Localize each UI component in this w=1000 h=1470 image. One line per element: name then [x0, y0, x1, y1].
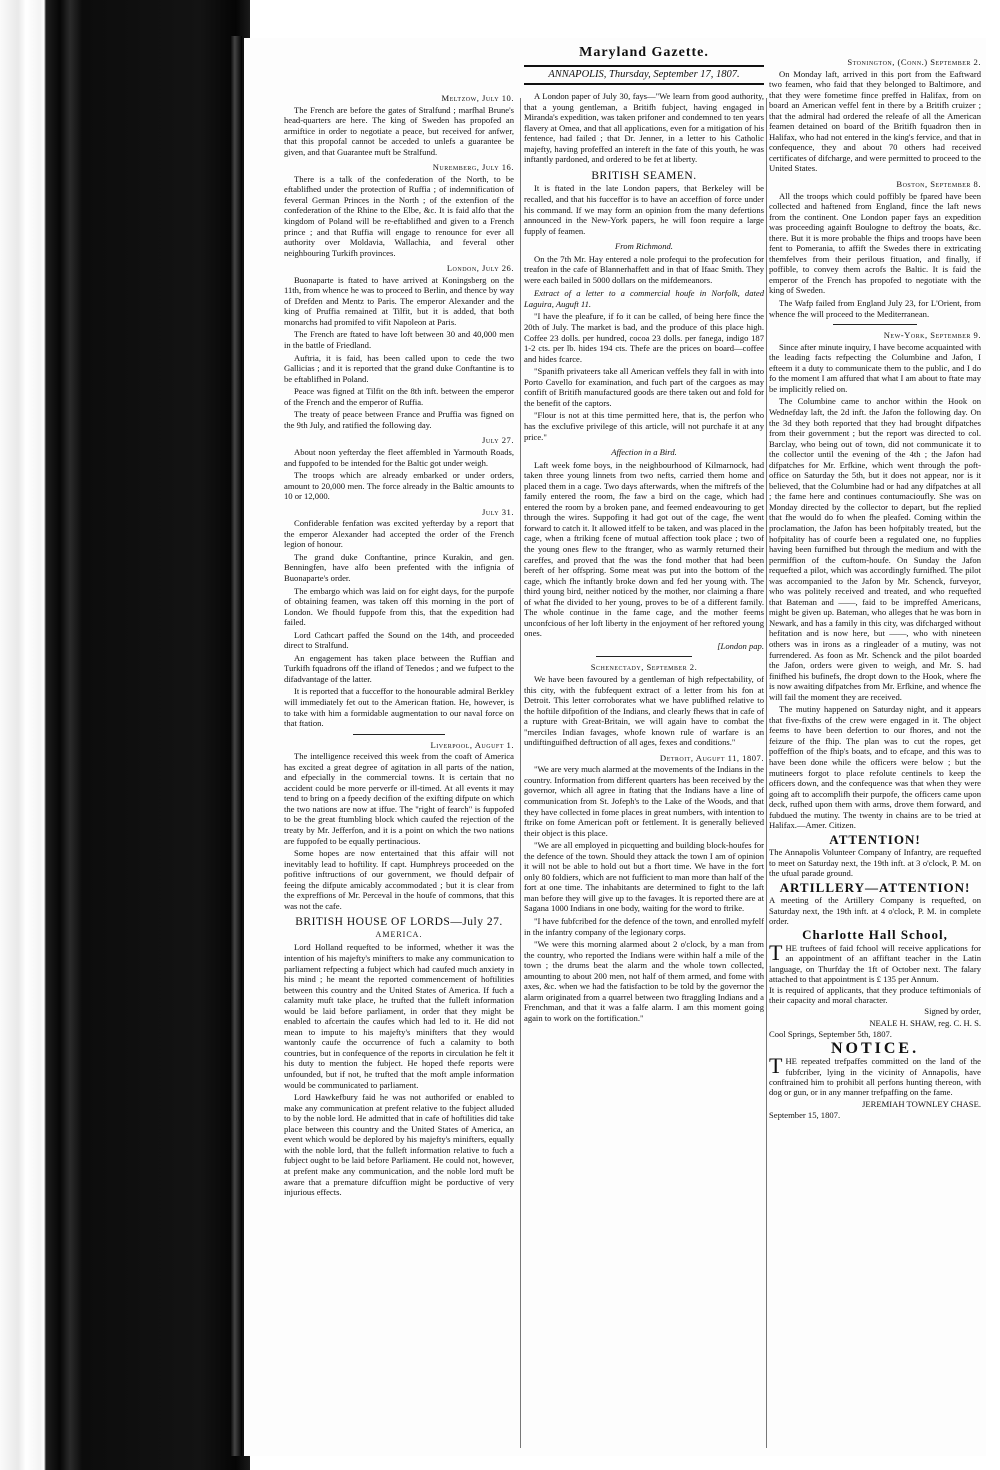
article-paragraph: Lord Holland requefted to be informed, whether it was the intention of his majefty's minifters to make any communication to parliament refpecting a fubject which had caufed much anxiety in his mind ; he meant the reported commencement of hoftilities between this country and the United States of America. If fuch a calamity muft take place, he trufted that the fulleft information would be laid before parliament, in order that they might be enabled to afcertain the caufes which had led to it. He did not mean to impute to his majefty's minifters that they would wantonly caufe the occurrence of fuch a calamity to both countries, but in confequence of the reports in circulation he felt it his duty to mention the fubject. He hoped thefe reports were unfounded, but if not, he trufted that the moft ample information would be communicated to parliament.	[284, 942, 514, 1090]
article-dateline: New-York, September 9.	[883, 330, 981, 341]
drop-cap: T	[769, 1053, 783, 1079]
article-paragraph: It is ftated in the late London papers, that Berkeley will be recalled, and that his fucceffor is to have an acceffion of force under his command. If we may form an opinion from the many defertions announced in the New-York papers, he will foon require a large fupply of feamen.	[524, 183, 764, 236]
notice-signature: NEALE H. SHAW, reg. C. H. S.	[869, 1017, 981, 1028]
column-left	[284, 88, 514, 1200]
notice-title: ARTILLERY—ATTENTION!	[779, 879, 971, 895]
notice-title: ATTENTION!	[829, 831, 921, 847]
article-dateline: London, July 26.	[446, 263, 514, 274]
article-paragraph: Auftria, it is faid, has been called upon to cede the two Gallicias ; and it is reported that the grand duke Conftantine is to be eftablifhed in Poland.	[284, 352, 514, 384]
article-paragraph: There is a talk of the confederation of the North, to be eftablifhed under the protection of Ruffia ; of indemnification of feveral German Princes in the North ; of the extenfion of the confederation of the Rhine to the Elbe, &c. It is faid alfo that the kingdom of Poland will be re-eftablifhed and given to a French prince ; and that Ruffia will engage to renounce for ever all authority over Moldavia, Wallachia, and feveral other neighbouring Turkifh provinces.	[284, 173, 514, 258]
article-italic-heading: Affection in a Bird.	[611, 447, 677, 458]
article-headline: BRITISH HOUSE OF LORDS—July 27.	[295, 916, 503, 929]
article-paragraph: "We are all employed in picquetting and building block-houfes for the defence of the town. Should they attack the town I am of opinion it will not be able to hold out but a fhort time. We have in the fort only 80 foldiers, which are not fufficient to man more than half of the fort at one time. The inhabitants are determined to fight to the laft man before they will give up to the favages. It is reported there are at Sagana 1000 Indians in one body, waiting for the word to ftrike.	[524, 840, 764, 914]
article-paragraph: All the troops which could poffibly be fpared have been collected and haftened from England, fince the laft news from the continent. One London paper fays an expedition was proceeding againft Boulogne to deftroy the boats, &c. there. But it is more probable the fhips and troops have been fent to Pomerania, to affift the Swedes there in extricating themfelves from their perilous fituation, and finally, if poffible, to convey them acrofs the Baltic. It is faid the emperor of the French has propofed to negotiate with the king of Sweden.	[769, 190, 981, 296]
article-paragraph: The grand duke Conftantine, prince Kurakin, and gen. Benningfen, have alfo been prefented with the infignia of Buonaparte's order.	[284, 551, 514, 583]
article-paragraph: Lord Cathcart paffed the Sound on the 14th, and proceeded direct to Stralfund.	[284, 629, 514, 651]
article-source-credit: [London pap.	[717, 640, 764, 651]
article-paragraph: The Columbine came to anchor within the Hook on Wednefday laft, the 2d inft. the Jafon the following day. On the 3d they both reported that they had brought difpatches from their government ; but the report was directed to col. Barclay, who being out of town, did not communicate it to the collector until the evening of the 4th ; the Jafon had difpatches for Mr. Erfkine, which went through the poft-office on Saturday the 5th, but it does not appear, nor is it believed, that the Columbine had or had any difpatches at all ; the fame here and continues contumacioufly. She was on Monday directed by the collector to depart, but fhe replied that fhe would do fo when fhe pleafed. Coming within the proclamation, the Jafon has been hofpitably treated, but the hofpitality has of courfe been a regulated one, no fupplies having been furnifhed but through the medium and with the permiffion of the cuftom-houfe. On Sunday the Jafon requefted a pilot, which was accordingly furnifhed. The pilot was accompanied to the Jafon by Mr. Schenck, furveyor, who was politely received and treated, and who requefted that Bateman and ——, faid to be impreffed Americans, might be given up. Bateman, who alleges that he was born in Newark, and has a family in this city, was difcharged without hefitation and is now here, but ——, who with nineteen others was in irons as a ringleader of a mutiny, was not furrendered. As foon as Mr. Schenck and the pilot boarded the Jafon, orders were given to weigh, and Mr. S. had finifhed his bufinefs, fhe dropt down to the Hook, where fhe is now awaiting difpatches from Mr. Erfkine, and whence fhe will fail the moment they are received.	[769, 396, 981, 702]
article-paragraph: A London paper of July 30, fays—"We learn from good authority, that a young gentleman, a Britifh fubject, having engaged in Miranda's expedition, was taken prifoner and condemned to ten years flavery at Omea, and that all applications, even for a mitigation of his fentence, had failed ; that Dr. Jenner, in a letter to his Catholic majefty, having profeffed an intereft in the fate of this youth, he was inftantly pardoned, and ordered to be fet at liberty.	[524, 91, 764, 165]
article-paragraph: "We are very much alarmed at the movements of the Indians in the country. Information from different quarters has been received by the governor, which all agree in ftating that the Indians have a line of communication from St. Jofeph's to the Lake of the Woods, and that they have collected in fome places in great numbers, with intention to ftrike on fome American poft or fettlement. It is generally believed their object is this place.	[524, 764, 764, 838]
column-rule-1	[520, 98, 521, 1448]
notice-body-text: HE repeated trefpaffes committed on the land of the fubfcriber, lying in the vicinity of Annapolis, have conftrained him to prohibit all perfons hunting thereon, with dog or gun, or in any manner trefpaffing on the fame.	[769, 1056, 981, 1098]
section-divider	[353, 734, 445, 735]
notice-body: The Annapolis Volunteer Company of Infantry, are requefted to meet on Saturday next, the 19th inft. at 3 o'clock, P. M. on the ufual parade ground.	[769, 847, 981, 879]
book-binding-gutter	[0, 0, 250, 1470]
article-paragraph: Peace was figned at Tilfit on the 8th inft. between the emperor of the French and the emperor of Ruffia.	[284, 386, 514, 407]
issue-dateline: ANNAPOLIS, Thursday, September 17, 1807.	[524, 65, 764, 86]
article-paragraph: About noon yefterday the fleet affembled in Yarmouth Roads, and fuppofed to be intended for the Baltic got under weigh.	[284, 446, 514, 468]
article-dateline: Nuremberg, July 16.	[432, 162, 514, 173]
article-dateline: Liverpool, Auguft 1.	[430, 739, 514, 750]
notice-title: Charlotte Hall School,	[802, 927, 948, 943]
article-paragraph: An engagement has taken place between the Ruffian and Turkifh fquadrons off the ifland of Tenedos ; and we fufpect to the difadvantage of the latter.	[284, 652, 514, 684]
article-paragraph: The treaty of peace between France and Pruffia was figned on the 9th July, and ratified the following day.	[284, 409, 514, 430]
article-dateline: July 31.	[482, 506, 514, 517]
article-dateline: Boston, September 8.	[896, 179, 981, 190]
article-paragraph: The embargo which was laid on for eight days, for the purpofe of obtaining feamen, was taken off this morning in the port of London. We fhould fuppofe from this, that the expedition had failed.	[284, 585, 514, 628]
article-paragraph: It is reported that a fucceffor to the honourable admiral Berkley will immediately fet out to the American ftation. He, however, is to take with him a formidable augmentation to our naval force on that ftation.	[284, 686, 514, 729]
article-dateline: Stonington, (Conn.) September 2.	[847, 57, 981, 67]
section-divider	[833, 324, 918, 325]
notice-date: September 15, 1807.	[769, 1110, 841, 1121]
article-paragraph: Since after minute inquiry, I have become acquainted with the leading facts refpecting the Columbine and Jafon, I efteem it a duty to communicate them to the public, and I do fo the moment I am affured that what I am about to ftate may be implicitly relied on.	[769, 341, 981, 394]
article-paragraph: The mutiny happened on Saturday night, and it appears that five-fixths of the crew were engaged in it. The object feems to have been defertion to our fhores, and not the feizure of the fhip. The plan was to cut the ropes, get poffeffion of the fhip's boats, and to efcape, and this was to have been done while the officers were below ; but the mutineers forgot to place refolute centinels to keep the officers down, and the confequence was that when they were going aft to accomplifh their purpofe, the officers came upon deck, rufhed upon them with arms, drove them forward, and fubdued the mutiny. The twenty in chains are to be tried at Halifax.—Amer. Citizen.	[769, 704, 981, 831]
article-paragraph: The Wafp failed from England July 23, for L'Orient, from whence fhe will proceed to the Mediterranean.	[769, 298, 981, 319]
article-paragraph: Lord Hawkefbury faid he was not authorifed or enabled to make any communication at prefent relative to the fubject alluded to by the noble lord. He admitted that in cafe of hoftilities did take place between this country and the United States of America, an event which would be deplored by his majefty's minifters, equally with the noble lord, that the fulleft information relative to fuch a fubject ought to be laid before Parliament. He could not, however, at prefent make any communication, and the noble lord muft be aware that a premature difcuffion might be porductive of very injurious effects.	[284, 1092, 514, 1198]
article-italic-heading: From Richmond.	[615, 241, 673, 252]
notice-date: Cool Springs, September 5th, 1807.	[769, 1029, 892, 1040]
article-italic-intro: Extract of a letter to a commercial houfe in Norfolk, dated Laguira, Auguft 11.	[524, 288, 764, 309]
notice-body	[769, 1053, 981, 1098]
notice-signature: Signed by order,	[924, 1006, 981, 1017]
article-paragraph: "Flour is not at this time permitted here, that is, the perfon who has the exclufive privilege of this article, will not purchafe it at any price."	[524, 410, 764, 442]
section-divider	[596, 656, 692, 657]
drop-cap: T	[769, 939, 783, 965]
article-paragraph: The intelligence received this week from the coaft of America has excited a great degree of agitation in all parts of the nation, and efpecially in the commercial towns. It is certain that no accident could be more perverfe or ill-timed. At all events it may tend to bring on a fpeedy decifion of the exifting difpute on which the two nations are now at iffue. The "right of fearch" is fuppofed to be the great ftumbling block which caufed the rejection of the treaty by Mr. Jefferfon, and it is a point on which the two nations are fuppofed to be equally pertinacious.	[284, 751, 514, 846]
article-paragraph: The troops which are already embarked or under orders, amount to 20,000 men. The force already in the Baltic amounts to 10 or 12,000.	[284, 470, 514, 502]
article-paragraph: On Monday laft, arrived in this port from the Eaftward two feamen, who faid that they belonged to Baltimore, and that they were fometime fince preffed in Halifax, from on board an American veffel fent in there by a Britifh cruizer ; that the admiral had ordered the releafe of all the American feamen detained on board of the Britifh fquadron then in Halifax, who had not entered in the king's fervice, and that in confequence, they and about 70 others had received certificates of difcharge, and were permitted to proceed to the United States.	[769, 68, 981, 174]
column-right	[769, 52, 981, 1123]
article-subheadline: AMERICA.	[375, 929, 423, 939]
article-paragraph: The French are ftated to have loft between 30 and 40,000 men in the battle of Friedland.	[284, 329, 514, 351]
column-middle	[524, 45, 764, 1025]
notice-body: A meeting of the Artillery Company is requefted, on Saturday next, the 19th inft. at 4 o'clock, P. M. in complete order.	[769, 895, 981, 926]
article-paragraph: We have been favoured by a gentleman of high refpectability, of this city, with the fubfequent extract of a letter from his fon at Detroit. This letter corroborates what we have publifhed relative to the hoftile difpofition of the Indians, and clearly fhews that in cafe of a rupture with Great-Britain, we will again have to combat the "merciles Indian favages, whofe known rule of warfare is an undiftinguifhed deftruction of all ages, fexes and conditions."	[524, 673, 764, 748]
masthead-title: Maryland Gazette.	[579, 45, 709, 60]
notice-title: NOTICE.	[830, 1039, 920, 1057]
article-dateline: Detroit, Auguft 11, 1807.	[659, 752, 764, 763]
article-paragraph: Some hopes are now entertained that this affair will not inevitably lead to hoftility. If capt. Humphreys proceeded on the pofitive inftructions of our government, we fhould defpair of feeing the difpute amicably accommodated ; but it is clear from the expreffions of Mr. Perceval in the houfe of commons, that this was not the cafe.	[284, 848, 514, 911]
article-paragraph: Buonaparte is ftated to have arrived at Koningsberg on the 11th, from whence he was to proceed to Berlin, and thence by way of Drefden and Mentz to Paris. The emperor Alexander and the king of Pruffia remained at Tilfit, but it is added, that both monarchs had promifed to vifit Napoleon at Paris.	[284, 274, 514, 327]
article-paragraph: Confiderable fenfation was excited yefterday by a report that the emperor Alexander had accepted the order of the French legion of honour.	[284, 518, 514, 550]
article-paragraph: "I have fubfcribed for the defence of the town, and enrolled myfelf in the infantry company of the legionary corps.	[524, 916, 764, 937]
notice-body: It is required of applicants, that they produce teftimonials of their capacity and moral character.	[769, 984, 981, 1005]
article-dateline: July 27.	[482, 435, 514, 446]
article-headline: BRITISH SEAMEN.	[591, 169, 697, 182]
column-middle-articles	[524, 91, 764, 1023]
article-paragraph: "We were this morning alarmed about 2 o'clock, by a man from the country, who reported the Indians were within half a mile of the town ; the drums beat the alarm and the whole town collected, amounting to about 200 men, not half of them armed, and fome with axes, &c. when we had the fatisfaction to be told by the governor the alarm originated from a quarrel between two ftraggling Indians and a Frenchman, and that it was a falfe alarm. I am this moment going again to work on the fortification."	[524, 939, 764, 1023]
article-paragraph: On the 7th Mr. Hay entered a nole profequi to the profecution for treafon in the cafe of Blannerhaffett and in that of Ifaac Smith. They were each bailed in 5000 dollars on the mifdemeanors.	[524, 253, 764, 285]
article-paragraph: "I have the pleafure, if fo it can be called, of being here fince the 20th of July. The market is bad, and the produce of this place high. Coffee 23 dolls. per hundred, cocoa 23 dolls. per fanega, indigo 187 1-2 cts. per lb. hides 194 cts. Thefe are the prices on board—coffee and hides fcarce.	[524, 311, 764, 364]
page-edge-shadow	[230, 36, 242, 1456]
column-rule-2	[766, 98, 767, 1448]
notice-body-text: HE truftees of faid fchool will receive applications for an appointment of an affiftant teacher in the Latin language, on Thurfday the 1ft of October next. The falary attached to that appointment is £ 135 per Annum.	[769, 942, 981, 985]
article-paragraph: "Spanifh privateers take all American veffels they fall in with into Porto Cavello for examination, and fuch part of the cargoes as may confift of Britifh manufactured goods are there taken out and fold for the benefit of the captors.	[524, 366, 764, 408]
notice-signature: JEREMIAH TOWNLEY CHASE.	[862, 1098, 981, 1109]
notice-body	[769, 939, 981, 985]
newspaper-page	[244, 38, 986, 1456]
article-paragraph: Laft week fome boys, in the neighbourhood of Kilmarnock, had taken three young linnets from two nefts, carried them home and placed them in a cage. Two days afterwards, when the miftrefs of the family entered the room, fhe faw a bird on the cage, which had entered the room by a broken pane, and feemed endeavouring to get through the wires. Suppofing it had got out of the cage, fhe went forward to catch it. It allowed itfelf to be taken, and was placed in the cage, when a ftriking fcene of mutual affection took place ; two of the young ones flew to the ftranger, who as warmly returned their careffes, and proved that fhe was the fond mother that had been bereft of her offspring. Some meat was put into the bottom of the cage, which fhe inftantly broke down and fed her young with. The third young bird, neither noticed by the mother, nor claiming a fhare of what fhe divided to her young, proves to be of a different family. The whole continue in the fame cage, and the mother feems unconfcious of her loft liberty in the enjoyment of her reftored young ones.	[524, 459, 764, 639]
article-dateline: Meltzow, July 10.	[441, 93, 514, 103]
article-dateline: Schenectady, September 2.	[590, 662, 698, 673]
article-paragraph: The French are before the gates of Stralfund ; marfhal Brune's head-quarters are here. The king of Sweden has propofed an armiftice in order to negotiate a peace, but received for anfwer, that this propofal cannot be acceded to unlefs a guarantee be given, and that Guarantee muft be Stralfund.	[284, 104, 514, 157]
